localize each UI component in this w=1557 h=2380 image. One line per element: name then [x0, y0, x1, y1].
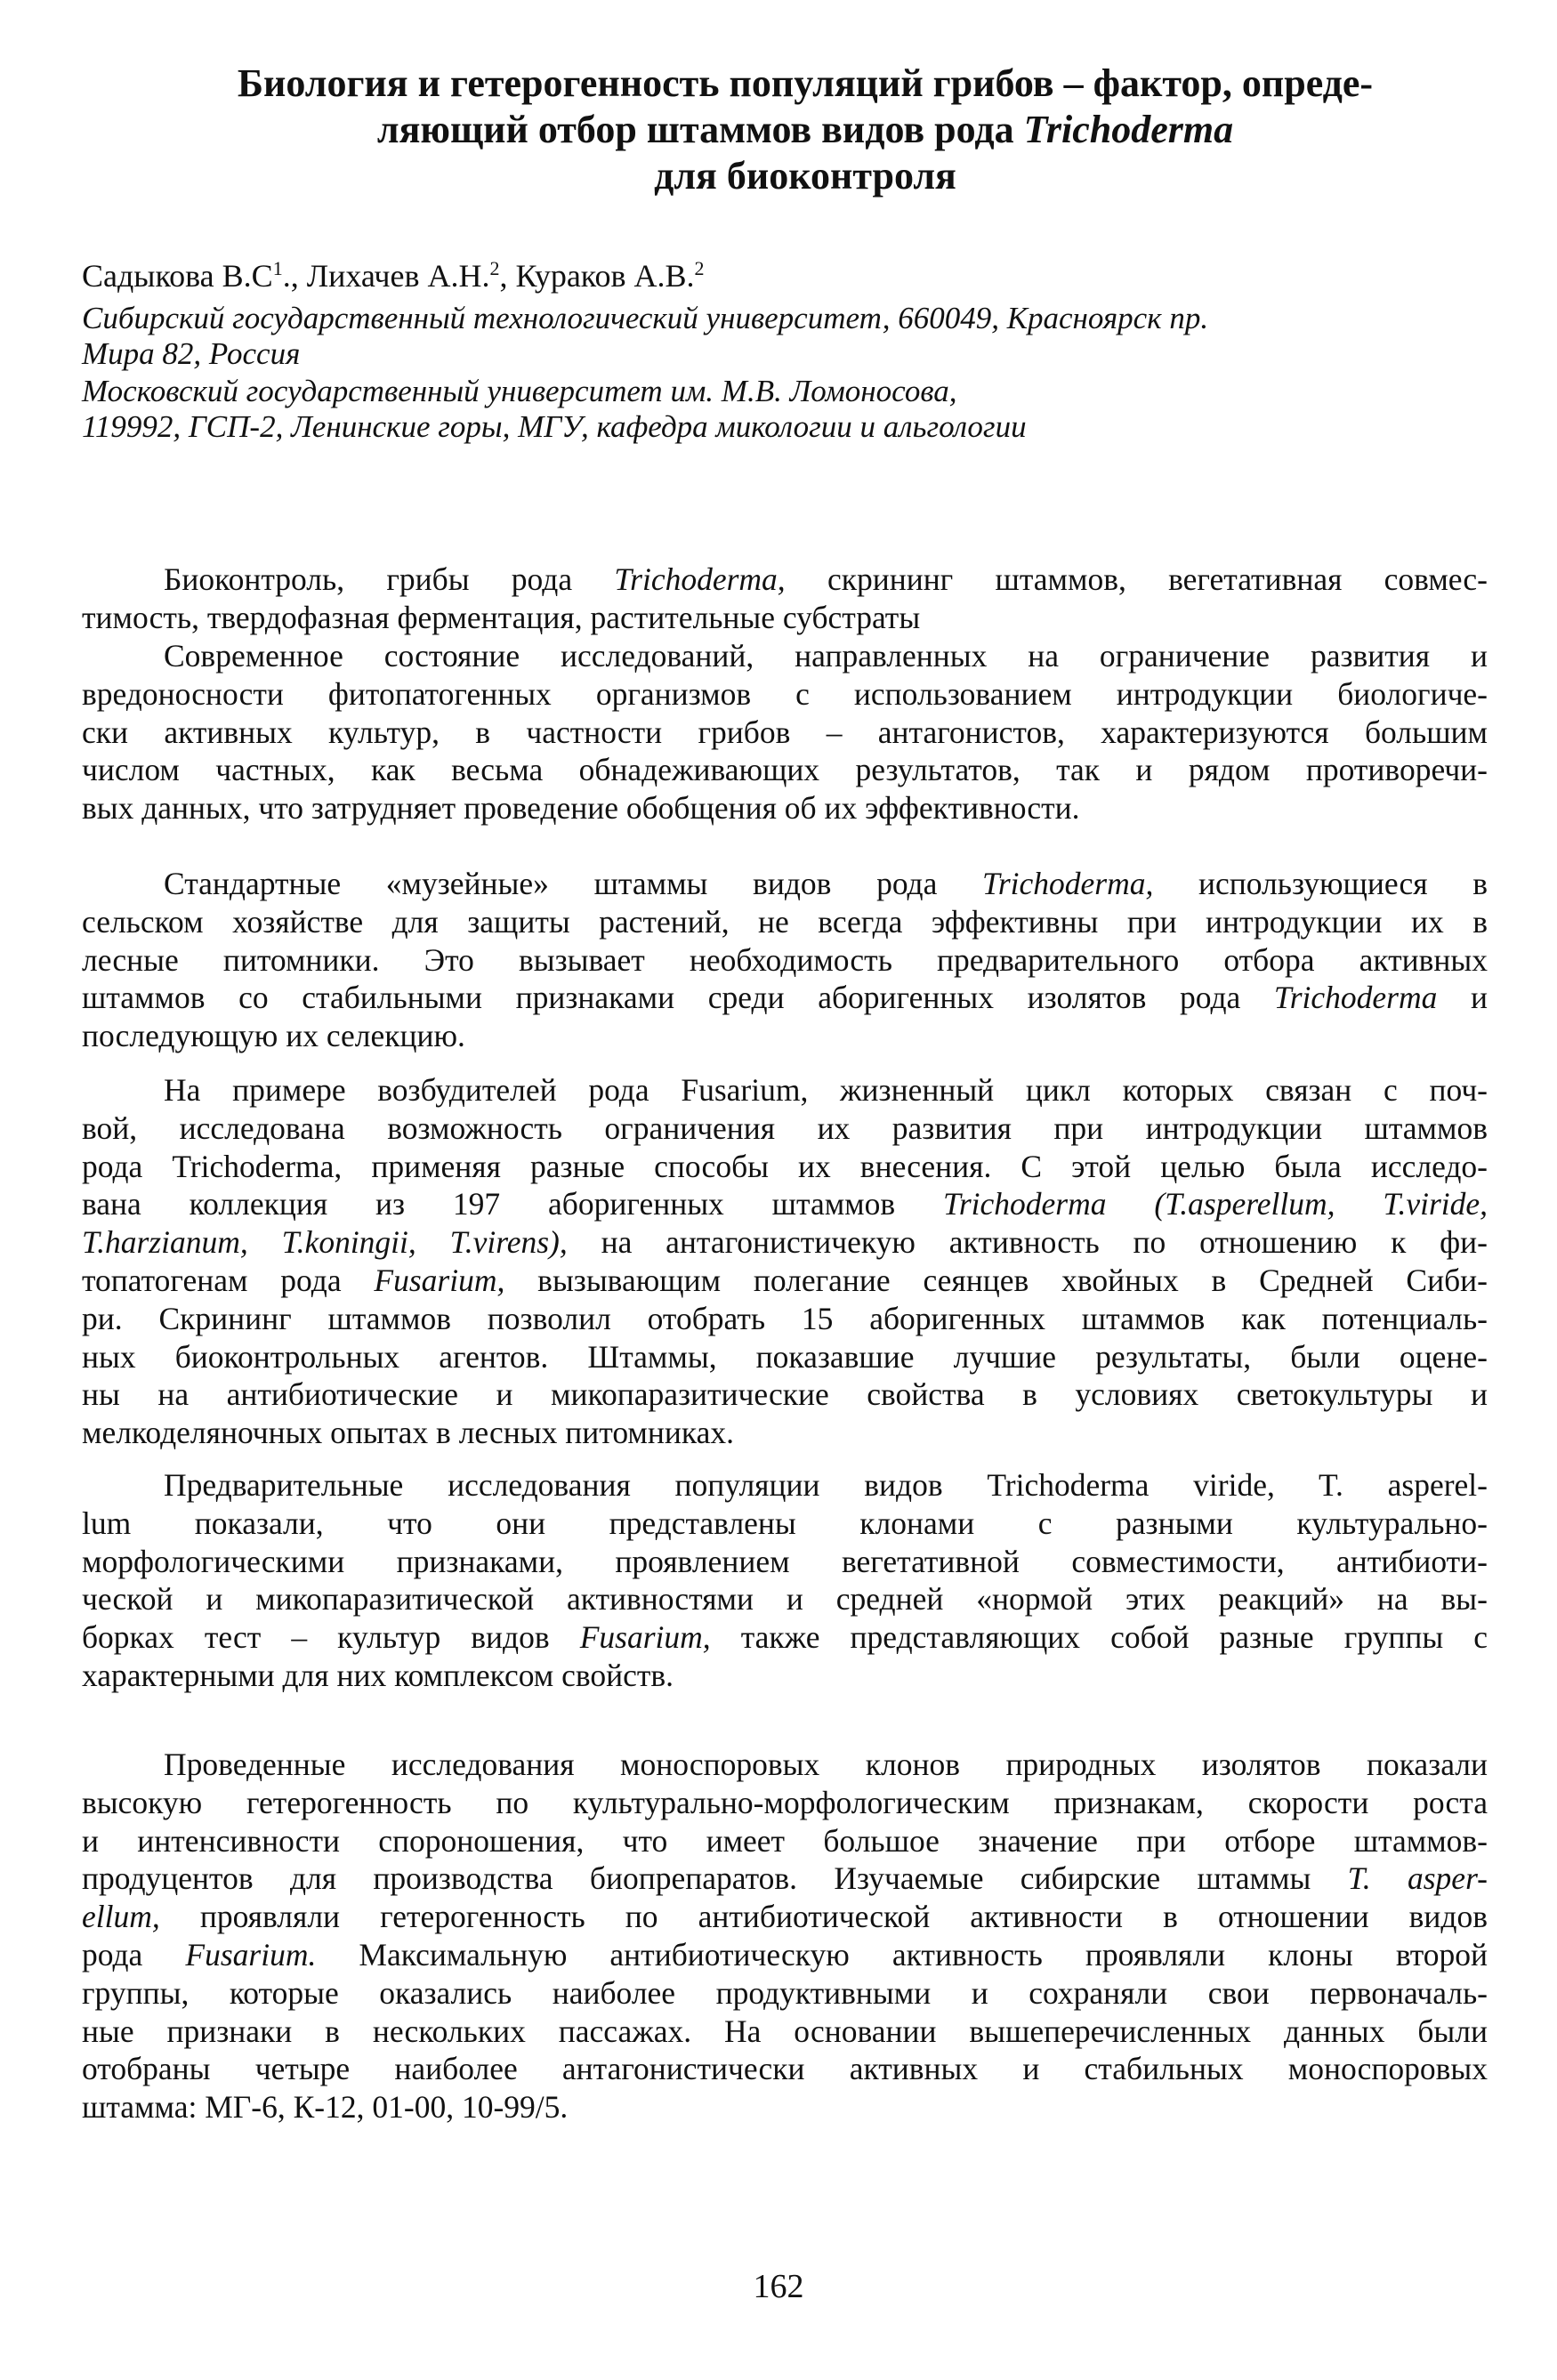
paragraph-line	[82, 979, 1488, 1017]
text-run: вана коллекция из 197 аборигенных штаммов	[82, 1186, 944, 1222]
paragraph-line: сельском хозяйстве для защиты растений, не всегда эффективны при интродукции их в	[82, 903, 1488, 940]
page-number: 162	[753, 2268, 804, 2305]
paragraph-line: ных биоконтрольных агентов. Штаммы, показавшие лучшие результаты, были оцене-	[82, 1338, 1488, 1375]
paragraph-line	[82, 1898, 1488, 1936]
text-run: борках тест – культур видов	[82, 1619, 580, 1656]
text-run: Биоконтроль, грибы рода	[164, 561, 615, 597]
text-run: на антагонистичекую активность по отношению к фи-	[567, 1224, 1488, 1261]
text-run: использующиеся в	[1153, 866, 1488, 901]
italic-run: T. asper-	[1347, 1860, 1488, 1897]
text-run: рода	[82, 1936, 186, 1973]
paragraph-line: числом частных, как весьма обнадеживающих результатов, так и рядом противоречи-	[82, 752, 1488, 788]
author-3-affil-mark: 2	[694, 257, 705, 279]
paragraph-line: вых данных, что затрудняет проведение обобщения об их эффективности.	[82, 790, 1080, 827]
affiliation-2	[82, 374, 1488, 445]
paragraph-line: группы, которые оказались наиболее продуктивными и сохраняли свои первоначаль-	[82, 1974, 1488, 2011]
paragraph-5	[82, 1746, 1488, 2126]
article-title	[142, 61, 1468, 199]
paragraph-line: лесные питомники. Это вызывает необходимость предварительного отбора активных	[82, 941, 1488, 978]
paragraph-line: и интенсивности спороношения, что имеет большое значение при отборе штаммов-	[82, 1822, 1488, 1859]
paragraph-line: высокую гетерогенность по культурально-морфологическим признакам, скорости роста	[82, 1784, 1488, 1820]
paragraph-line: ски активных культур, в частности грибов – антагонистов, характеризуются большим	[82, 714, 1488, 750]
paragraph-line	[82, 1936, 1488, 1974]
paragraph-line: вредоносности фитопатогенных организмов с использованием интродукции биологиче-	[82, 675, 1488, 712]
text-run: Максимальную антибиотическую активность проявляли клоны второй	[316, 1936, 1488, 1973]
paragraph-line: последующую их селекцию.	[82, 1018, 465, 1054]
paragraph-line	[82, 1860, 1488, 1898]
paragraph-line: ри. Скрининг штаммов позволил отобрать 15 аборигенных штаммов как потенциаль-	[82, 1300, 1488, 1336]
author-1-affil-mark: 1	[272, 257, 283, 279]
paragraph-line: рода Trichoderma, применяя разные способы их внесения. С этой целью была исследо-	[82, 1148, 1488, 1184]
paragraph-1	[82, 637, 1488, 827]
paragraph-line: мелкоделяночных опытах в лесных питомниках.	[82, 1415, 734, 1451]
paragraph-line: вой, исследована возможность ограничения их развития при интродукции штаммов	[82, 1109, 1488, 1146]
italic-run: Trichoderma,	[982, 866, 1154, 901]
italic-run: Trichoderma (T.asperellum, T.viride,	[943, 1186, 1488, 1222]
paragraph-line: отобраны четыре наиболее антагонистически активных и стабильных моноспоровых	[82, 2051, 1488, 2087]
paragraph-line: характерными для них комплексом свойств.	[82, 1657, 674, 1693]
italic-run: Fusarium,	[579, 1619, 711, 1656]
affiliation-2-line-1: Московский государственный университет им. М.В. Ломоносова,	[82, 374, 957, 408]
text-run: Стандартные «музейные» штаммы видов рода	[164, 866, 983, 901]
paragraph-2	[82, 865, 1488, 1055]
title-genus: Trichoderma	[1023, 108, 1234, 151]
authors	[82, 256, 704, 295]
paragraph-line: Современное состояние исследований, направленных на ограничение развития и	[164, 638, 1488, 674]
paragraph-line: На примере возбудителей рода Fusarium, жизненный цикл которых связан с поч-	[164, 1072, 1488, 1108]
paragraph-line: ные признаки в нескольких пассажах. На основании вышеперечисленных данных были	[82, 2013, 1488, 2049]
italic-run: ellum,	[82, 1899, 160, 1935]
paragraph-line: Проведенные исследования моноспоровых клонов природных изолятов показали	[164, 1747, 1488, 1782]
text-run: вызывающим полегание сеянцев хвойных в Средней Сиби-	[504, 1262, 1488, 1298]
author-3: , Кураков А.В.	[499, 258, 695, 294]
title-line-2-text: ляющий отбор штаммов видов рода	[376, 108, 1024, 151]
paragraph-line: Предварительные исследования популяции видов Trichoderma viride, T. asperel-	[164, 1467, 1488, 1503]
italic-run: Fusarium,	[374, 1262, 505, 1298]
italic-run: Trichoderma,	[614, 561, 786, 597]
keywords-line-2: тимость, твердофазная ферментация, растительные субстраты	[82, 599, 921, 635]
author-1: Садыкова В.С	[82, 258, 273, 294]
paragraph-line	[82, 1185, 1488, 1223]
text-run: штаммов со стабильными признаками среди аборигенных изолятов рода	[82, 980, 1274, 1016]
title-line-3: для биоконтроля	[654, 154, 956, 198]
title-line-2	[142, 107, 1468, 153]
italic-run: T.harzianum, T.koningii, T.virens),	[82, 1224, 568, 1261]
keywords	[82, 561, 1488, 637]
paragraph-line: lum показали, что они представлены клонами с разными культурально-	[82, 1505, 1488, 1541]
paragraph-line	[82, 1262, 1488, 1300]
italic-run: Trichoderma	[1273, 980, 1438, 1016]
paragraph-line: ны на антибиотические и микопаразитические свойства в условиях светокультуры и	[82, 1376, 1488, 1413]
paragraph-4	[82, 1466, 1488, 1695]
paragraph-line: ческой и микопаразитической активностями и средней «нормой этих реакций» на вы-	[82, 1581, 1488, 1618]
paragraph-line: штамма: МГ-6, К-12, 01-00, 10-99/5.	[82, 2089, 569, 2126]
paragraph-line	[82, 865, 1488, 903]
affiliation-1-line-1: Сибирский государственный технологический университет, 660049, Красноярск пр.	[82, 301, 1209, 335]
text-run: топатогенам рода	[82, 1262, 375, 1298]
affiliation-1	[82, 301, 1488, 372]
author-2: ., Лихачев А.Н.	[282, 258, 490, 294]
text-run: скрининг штаммов, вегетативная совмес-	[785, 561, 1488, 597]
italic-run: Fusarium.	[185, 1936, 317, 1973]
text-run: также представляющих собой разные группы с	[710, 1619, 1488, 1656]
affiliation-1-line-2: Мира 82, Россия	[82, 336, 301, 371]
author-2-affil-mark: 2	[489, 257, 500, 279]
keywords-line-1	[82, 561, 1488, 599]
paragraph-line	[82, 1618, 1488, 1657]
paragraph-line	[82, 1223, 1488, 1262]
text-run: и	[1437, 980, 1488, 1016]
text-run: продуцентов для производства биопрепаратов. Изучаемые сибирские штаммы	[82, 1860, 1348, 1897]
title-line-1: Биология и гетерогенность популяций грибов – фактор, опреде-	[237, 61, 1374, 105]
affiliation-2-line-2: 119992, ГСП-2, Ленинские горы, МГУ, кафедра микологии и альгологии	[82, 409, 1027, 444]
text-run: проявляли гетерогенность по антибиотической активности в отношении видов	[159, 1899, 1488, 1935]
paragraph-line: морфологическими признаками, проявлением вегетативной совместимости, антибиоти-	[82, 1543, 1488, 1579]
paragraph-3	[82, 1071, 1488, 1452]
